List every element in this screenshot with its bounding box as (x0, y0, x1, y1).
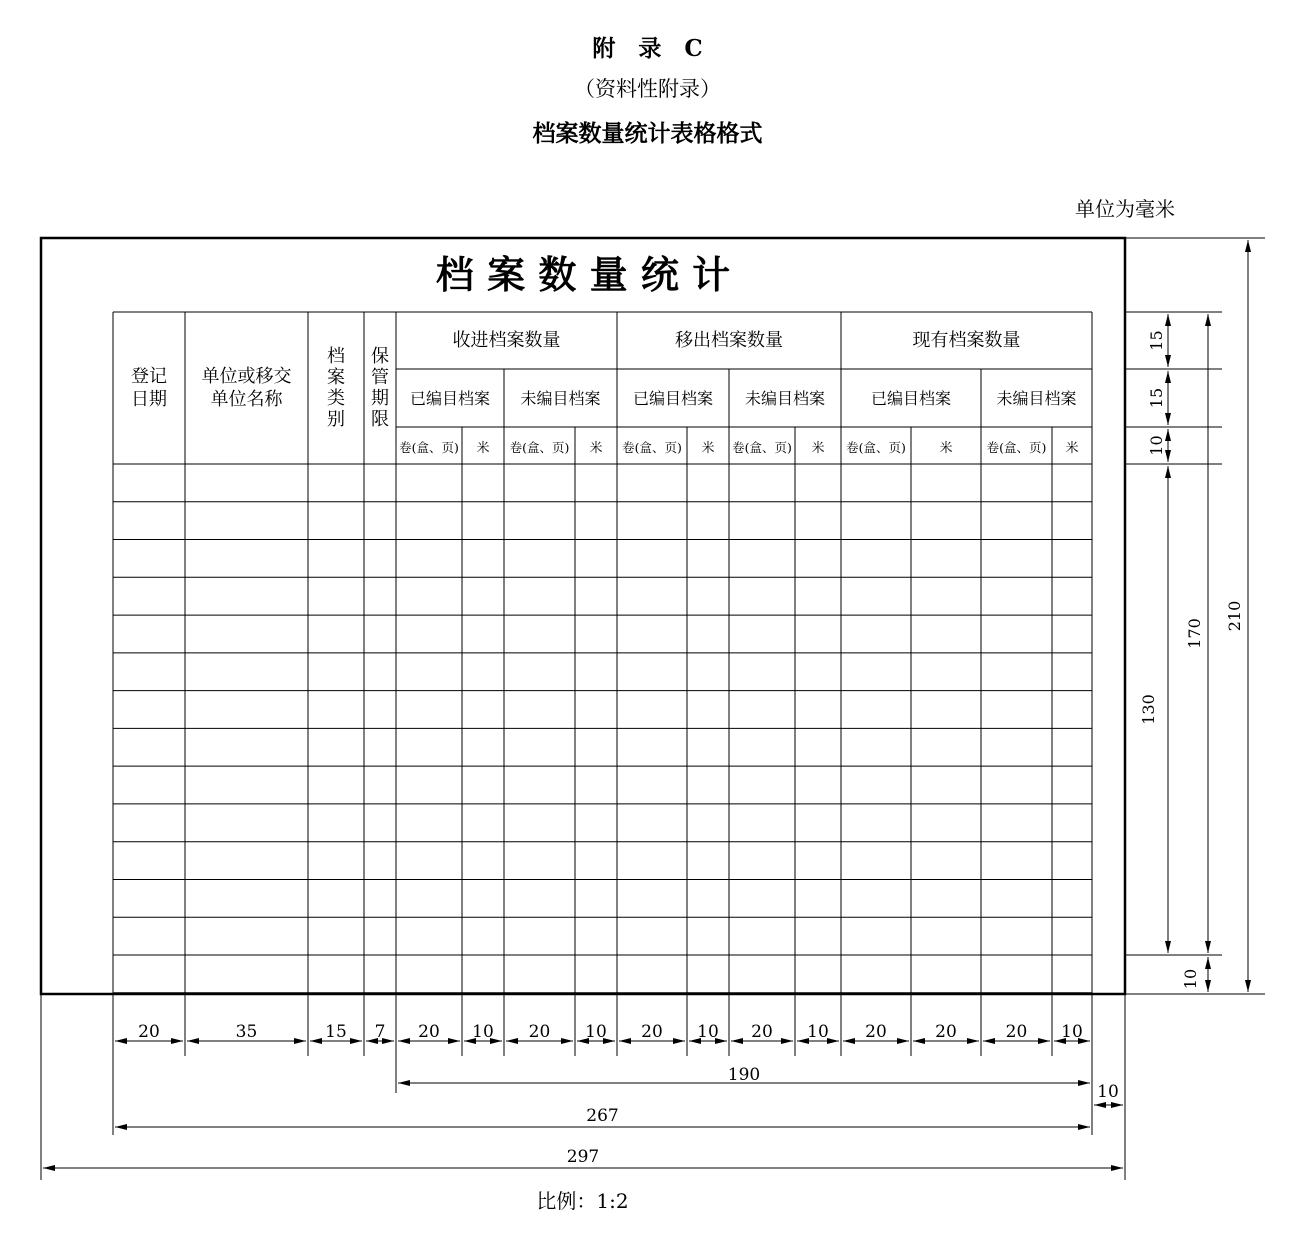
arrowhead (398, 1080, 410, 1086)
header-subgroup: 未编目档案 (744, 389, 826, 408)
dim-column-width: 10 (1061, 1022, 1083, 1042)
arrowhead (115, 1038, 127, 1044)
arrowhead (1038, 1038, 1050, 1044)
arrowhead (673, 1038, 685, 1044)
header-retention: 管 (371, 367, 389, 388)
header-unit-cell: 米 (939, 441, 953, 456)
header-date: 登记 (131, 366, 167, 387)
appendix-nature: （资料性附录） (574, 77, 721, 101)
header-group: 收进档案数量 (452, 330, 561, 351)
arrowhead (781, 1038, 793, 1044)
header-unit-cell: 米 (811, 441, 825, 456)
dim-15a: 15 (1147, 330, 1166, 351)
arrowhead (1165, 941, 1171, 953)
header-unit-cell: 米 (476, 441, 490, 456)
arrowhead (1111, 1102, 1123, 1108)
arrowhead (1205, 941, 1211, 953)
dim-column-width: 20 (935, 1022, 957, 1042)
header-subgroup: 已编目档案 (870, 389, 952, 408)
arrowhead (967, 1038, 979, 1044)
dim-column-width: 10 (697, 1022, 719, 1042)
dim-column-width: 20 (138, 1022, 160, 1042)
header-category: 别 (327, 409, 345, 430)
arrowhead (897, 1038, 909, 1044)
arrowhead (448, 1038, 460, 1044)
dim-10: 10 (1147, 435, 1166, 456)
arrowhead (1165, 355, 1171, 367)
header-category: 案 (327, 367, 345, 388)
page-title: 档案数量统计表格格式 (532, 120, 763, 147)
header-subgroup: 已编目档案 (409, 389, 491, 408)
dim-column-width: 20 (751, 1022, 773, 1042)
dim-210: 210 (1225, 600, 1244, 632)
arrowhead (561, 1038, 573, 1044)
header-category: 档 (327, 346, 345, 367)
header-retention: 期 (371, 388, 389, 409)
dim-130: 130 (1139, 694, 1158, 725)
form-title: 档 案 数 量 统 计 (435, 252, 731, 297)
arrowhead (731, 1038, 743, 1044)
scale-note: 比例：1:2 (536, 1189, 629, 1213)
dim-column-width: 20 (641, 1022, 663, 1042)
dim-10b: 10 (1181, 968, 1200, 990)
dim-column-width: 35 (235, 1022, 258, 1042)
arrowhead (1078, 1124, 1090, 1130)
dim-column-width: 10 (807, 1022, 829, 1042)
header-unit-cell: 卷(盒、页) (622, 440, 682, 455)
header-retention: 限 (371, 409, 389, 430)
arrowhead (1205, 957, 1211, 969)
header-unit: 单位或移交 (201, 366, 292, 387)
arrowhead (1205, 314, 1211, 326)
arrowhead (1245, 980, 1251, 992)
arrowhead (913, 1038, 925, 1044)
header-unit-cell: 卷(盒、页) (399, 440, 459, 455)
header-group: 移出档案数量 (675, 330, 783, 351)
dim-column-width: 15 (325, 1022, 347, 1042)
dim-267: 267 (586, 1106, 619, 1126)
dim-column-width: 20 (865, 1022, 887, 1042)
header-unit-cell: 卷(盒、页) (732, 440, 792, 455)
header-category: 类 (327, 388, 345, 409)
arrowhead (1245, 240, 1251, 252)
dim-297: 297 (566, 1147, 600, 1167)
arrowhead (294, 1038, 306, 1044)
arrowhead (398, 1038, 410, 1044)
header-subgroup: 已编目档案 (632, 389, 714, 408)
arrowhead (1094, 1102, 1106, 1108)
header-unit: 单位名称 (210, 389, 283, 410)
dim-column-width: 10 (472, 1022, 494, 1042)
arrowhead (1165, 466, 1171, 478)
header-unit-cell: 米 (1065, 441, 1079, 456)
dim-column-width: 7 (374, 1022, 386, 1042)
dim-column-width: 20 (418, 1022, 440, 1042)
arrowhead (310, 1038, 322, 1044)
arrowhead (350, 1038, 362, 1044)
dim-margin-10: 10 (1097, 1082, 1119, 1102)
arrowhead (171, 1038, 183, 1044)
dim-15b: 15 (1147, 387, 1166, 409)
arrowhead (619, 1038, 631, 1044)
header-group: 现有档案数量 (912, 330, 1021, 351)
arrowhead (115, 1124, 127, 1130)
dim-column-width: 20 (528, 1022, 551, 1042)
arrowhead (983, 1038, 995, 1044)
arrowhead (187, 1038, 199, 1044)
header-unit-cell: 米 (589, 441, 603, 456)
arrowhead (1205, 980, 1211, 992)
arrowhead (506, 1038, 518, 1044)
unit-note: 单位为毫米 (1075, 197, 1175, 221)
header-subgroup: 未编目档案 (996, 389, 1077, 408)
dim-column-width: 20 (1005, 1022, 1028, 1042)
arrowhead (1165, 314, 1171, 326)
arrowhead (1165, 371, 1171, 383)
dim-190: 190 (727, 1065, 761, 1085)
header-unit-cell: 卷(盒、页) (846, 440, 906, 455)
arrowhead (843, 1038, 855, 1044)
dim-170: 170 (1185, 618, 1204, 649)
form-outer-frame (41, 238, 1125, 994)
arrowhead (1111, 1165, 1123, 1171)
header-retention: 保 (371, 346, 389, 367)
header-unit-cell: 卷(盒、页) (509, 440, 570, 455)
header-date: 日期 (131, 389, 167, 410)
appendix-label: 附 录 C (592, 35, 703, 62)
header-unit-cell: 卷(盒、页) (986, 440, 1047, 455)
arrowhead (43, 1165, 55, 1171)
arrowhead (1165, 413, 1171, 425)
header-unit-cell: 米 (701, 441, 715, 456)
arrowhead (1078, 1080, 1090, 1086)
dim-column-width: 10 (585, 1022, 607, 1042)
header-subgroup: 未编目档案 (520, 389, 601, 408)
